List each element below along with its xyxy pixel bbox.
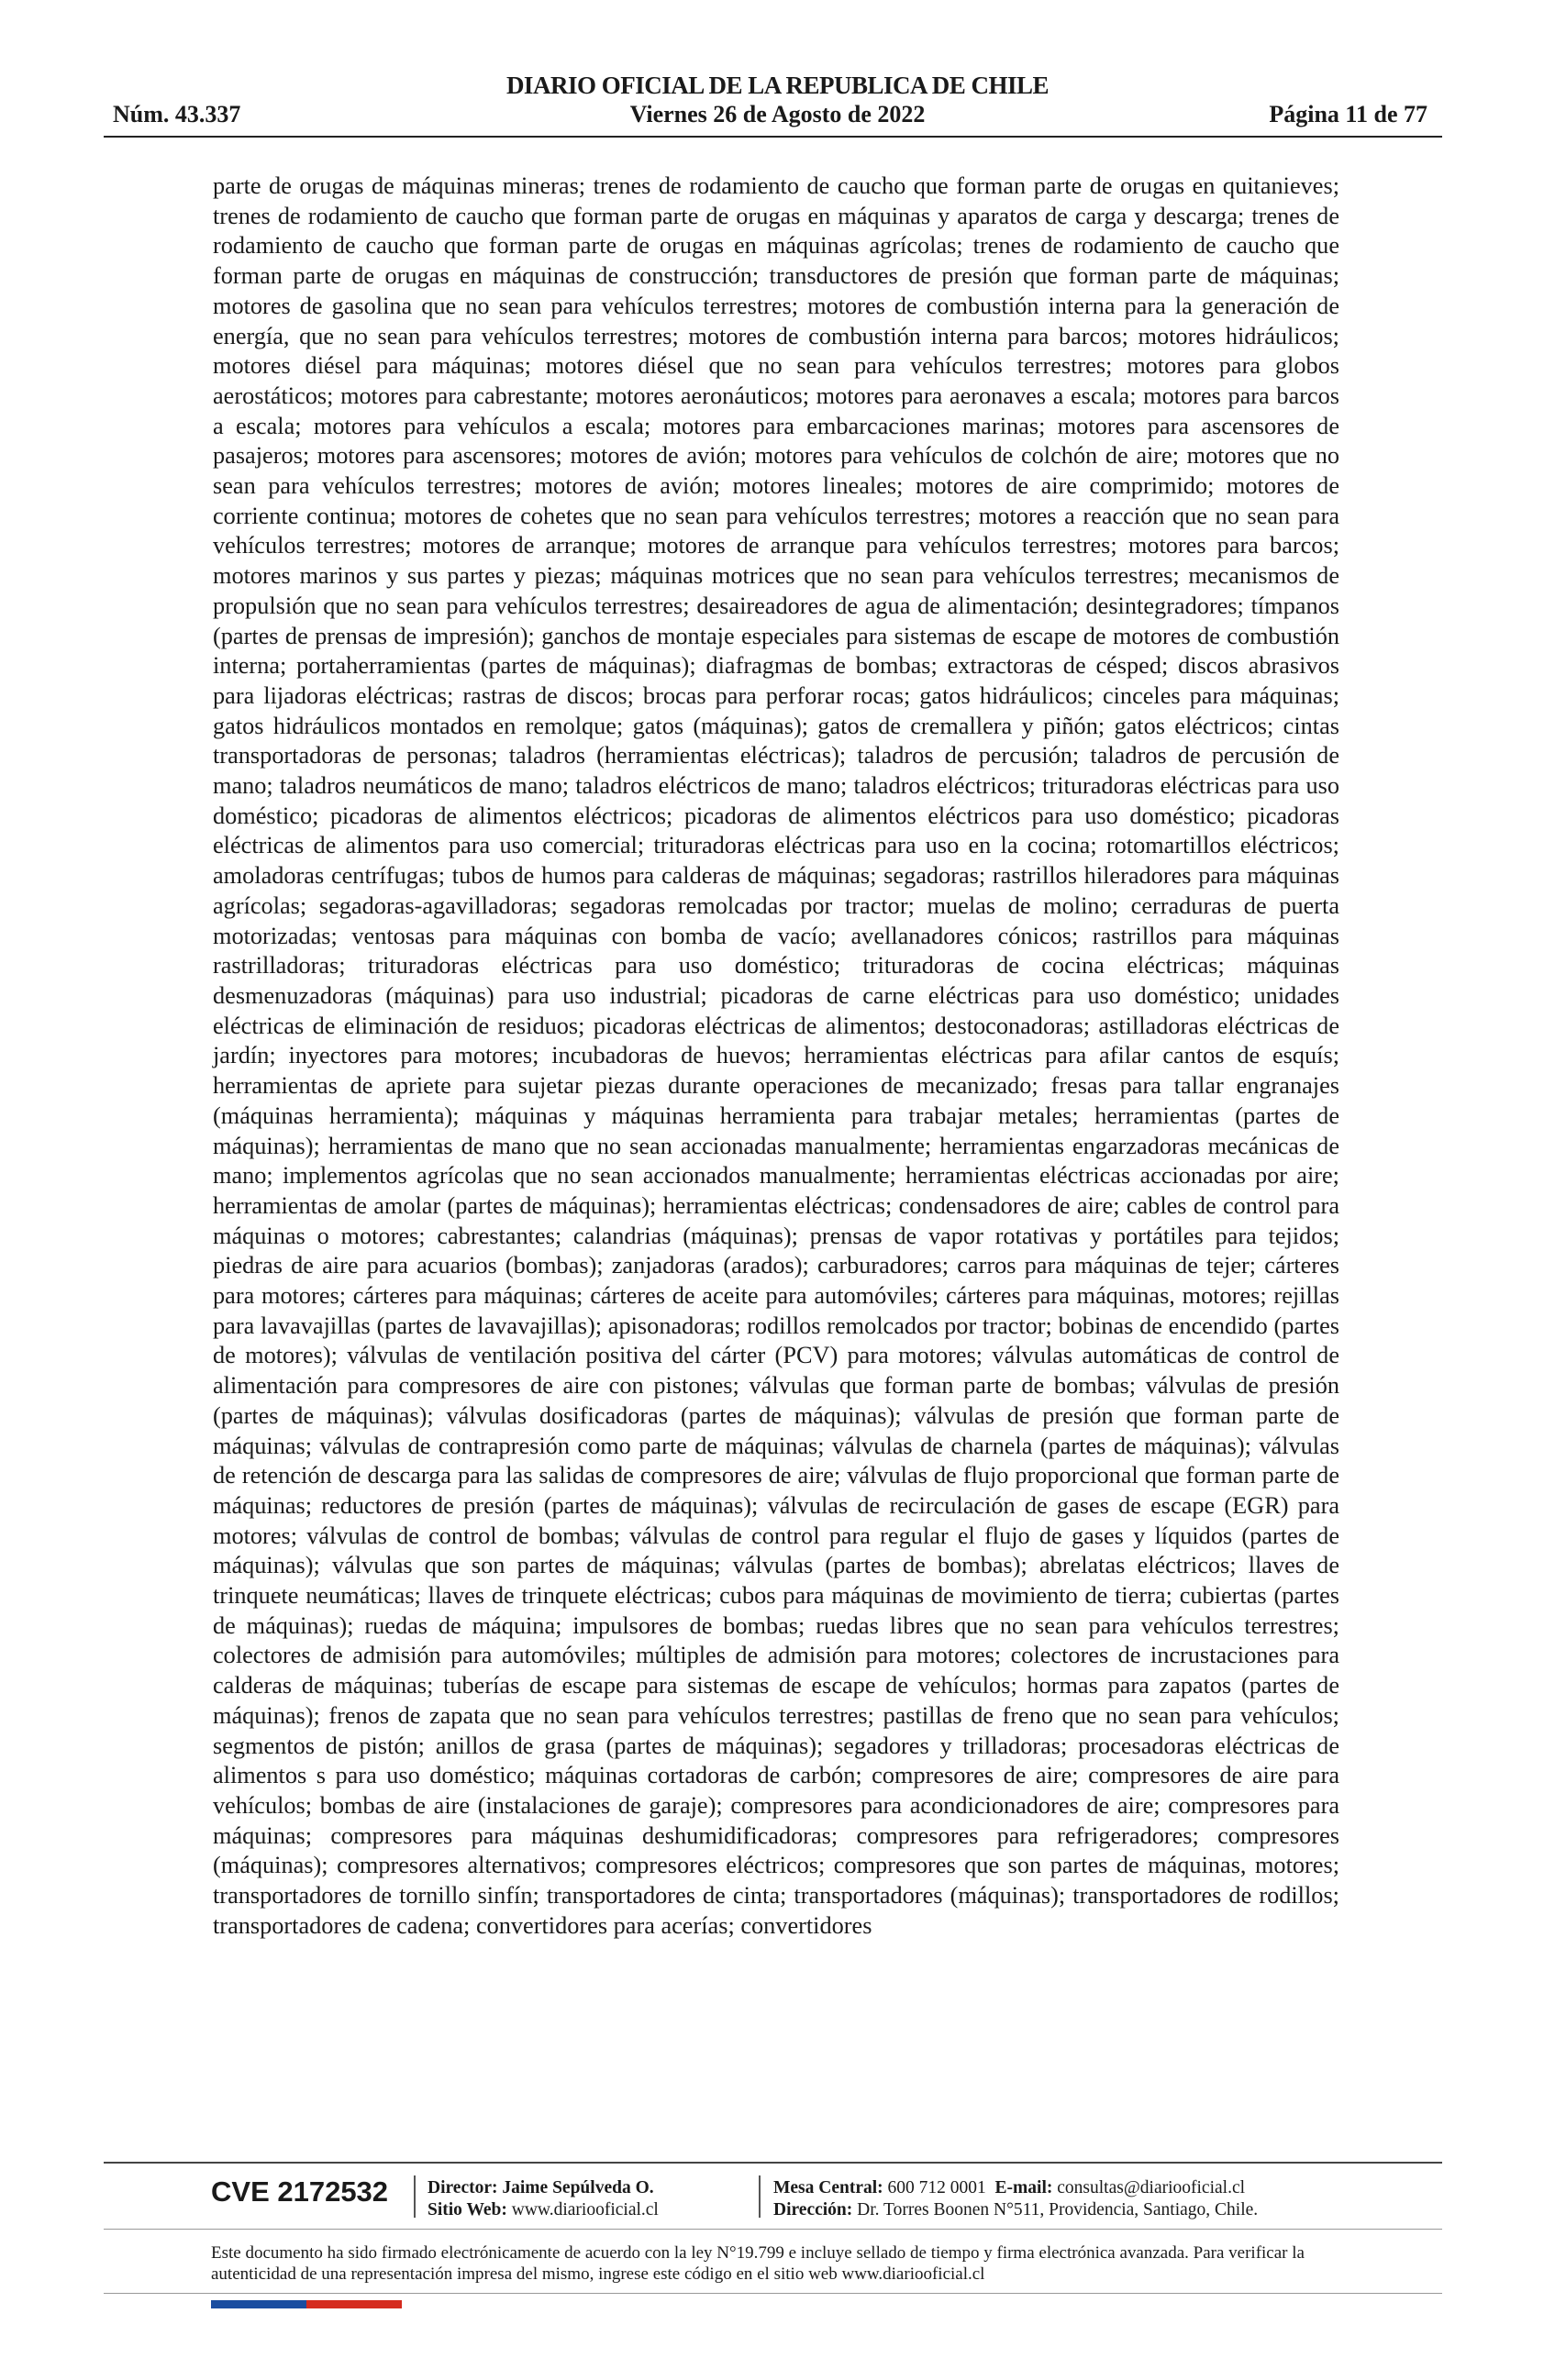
website-label: Sitio Web: xyxy=(428,2200,507,2219)
issue-number: Núm. 43.337 xyxy=(113,101,241,127)
footer-director-block xyxy=(428,2177,659,2221)
address-text: Dr. Torres Boonen N°511, Providencia, Santiago, Chile. xyxy=(857,2200,1259,2219)
footer-divider xyxy=(104,2162,1442,2164)
body-paragraph: parte de orugas de máquinas mineras; trenes de rodamiento de caucho que forman parte de orugas en quitanieves; trenes de rodamiento de caucho que forman parte de orugas en máquinas y aparatos de carga y descarga; trenes de rodamiento de caucho que forman parte de orugas en máquinas agrícolas; trenes de rodamiento de caucho que forman parte de orugas en máquinas de construcción; transductores de presión que forman parte de máquinas; motores de gasolina que no sean para vehículos terrestres; motores de combustión interna para la generación de energía, que no sean para vehículos terrestres; motores de combustión interna para barcos; motores hidráulicos; motores diésel para máquinas; motores diésel que no sean para vehículos terrestres; motores para globos aerostáticos; motores para cabrestante; motores aeronáuticos; motores para aeronaves a escala; motores para barcos a escala; motores para vehículos a escala; motores para embarcaciones marinas; motores para ascensores de pasajeros; motores para ascensores; motores de avión; motores para vehículos de colchón de aire; motores que no sean para vehículos terrestres; motores de avión; motores lineales; motores de aire comprimido; motores de corriente continua; motores de cohetes que no sean para vehículos terrestres; motores a reacción que no sean para vehículos terrestres; motores de arranque; motores de arranque para vehículos terrestres; motores para barcos; motores marinos y sus partes y piezas; máquinas motrices que no sean para vehículos terrestres; mecanismos de propulsión que no sean para vehículos terrestres; desaireadores de agua de alimentación; desintegradores; tímpanos (partes de prensas de impresión); ganchos de montaje especiales para sistemas de escape de motores de combustión interna; portaherramientas (partes de máquinas); diafragmas de bombas; extractoras de césped; discos abrasivos para lijadoras eléctricas; rastras de discos; brocas para perforar rocas; gatos hidráulicos; cinceles para máquinas; gatos hidráulicos montados en remolque; gatos (máquinas); gatos de cremallera y piñón; gatos eléctricos; cintas transportadoras de personas; taladros (herramientas eléctricas); taladros de percusión; taladros de percusión de mano; taladros neumáticos de mano; taladros eléctricos de mano; taladros eléctricos; trituradoras eléctricas para uso doméstico; picadoras de alimentos eléctricos; picadoras de alimentos eléctricos para uso doméstico; picadoras eléctricas de alimentos para uso comercial; trituradoras eléctricas para uso en la cocina; rotomartillos eléctricos; amoladoras centrífugas; tubos de humos para calderas de máquinas; segadoras; rastrillos hileradores para máquinas agrícolas; segadoras-agavilladoras; segadoras remolcadas por tractor; muelas de molino; cerraduras de puerta motorizadas; ventosas para máquinas con bomba de vacío; avellanadores cónicos; rastrillos para máquinas rastrilladoras; trituradoras eléctricas para uso doméstico; trituradoras de cocina eléctricas; máquinas desmenuzadoras (máquinas) para uso industrial; picadoras de carne eléctricas para uso doméstico; unidades eléctricas de eliminación de residuos; picadoras eléctricas de alimentos; destoconadoras; astilladoras eléctricas de jardín; inyectores para motores; incubadoras de huevos; herramientas eléctricas para afilar cantos de esquís; herramientas de apriete para sujetar piezas durante operaciones de mecanizado; fresas para tallar engranajes (máquinas herramienta); máquinas y máquinas herramienta para trabajar metales; herramientas (partes de máquinas); herramientas de mano que no sean accionadas manualmente; herramientas engarzadoras mecánicas de mano; implementos agrícolas que no sean accionados manualmente; herramientas eléctricas accionadas por aire; herramientas de amolar (partes de máquinas); herramientas eléctricas; condensadores de aire; cables de control para máquinas o motores; cabrestantes; calandrias (máquinas); prensas de vapor rotativas y portátiles para tejidos; piedras de aire para acuarios (bombas); zanjadoras (arados); carburadores; carros para máquinas de tejer; cárteres para motores; cárteres para máquinas; cárteres de aceite para automóviles; cárteres para máquinas, motores; rejillas para lavavajillas (partes de lavavajillas); apisonadoras; rodillos remolcados por tractor; bobinas de encendido (partes de motores); válvulas de ventilación positiva del cárter (PCV) para motores; válvulas automáticas de control de alimentación para compresores de aire con pistones; válvulas que forman parte de bombas; válvulas de presión (partes de máquinas); válvulas dosificadoras (partes de máquinas); válvulas de presión que forman parte de máquinas; válvulas de contrapresión como parte de máquinas; válvulas de charnela (partes de máquinas); válvulas de retención de descarga para las salidas de compresores de aire; válvulas de flujo proporcional que forman parte de máquinas; reductores de presión (partes de máquinas); válvulas de recirculación de gases de escape (EGR) para motores; válvulas de control de bombas; válvulas de control para regular el flujo de gases y líquidos (partes de máquinas); válvulas que son partes de máquinas; válvulas (partes de bombas); abrelatas eléctricos; llaves de trinquete neumáticas; llaves de trinquete eléctricas; cubos para máquinas de movimiento de tierra; cubiertas (partes de máquinas); ruedas de máquina; impulsores de bombas; ruedas libres que no sean para vehículos terrestres; colectores de admisión para automóviles; múltiples de admisión para motores; colectores de incrustaciones para calderas de máquinas; tuberías de escape para sistemas de escape de vehículos; hormas para zapatos (partes de máquinas); frenos de zapata que no sean para vehículos terrestres; pastillas de freno que no sean para vehículos; segmentos de pistón; anillos de grasa (partes de máquinas); segadores y trilladoras; procesadoras eléctricas de alimentos s para uso doméstico; máquinas cortadoras de carbón; compresores de aire; compresores de aire para vehículos; bombas de aire (instalaciones de garaje); compresores para acondicionadores de aire; compresores para máquinas; compresores para máquinas deshumidificadoras; compresores para refrigeradores; compresores (máquinas); compresores alternativos; compresores eléctricos; compresores que son partes de máquinas, motores; transportadores de tornillo sinfín; transportadores de cinta; transportadores (máquinas); transportadores de rodillos; transportadores de cadena; convertidores para acerías; convertidores xyxy=(213,172,1339,1939)
footer-divider-2 xyxy=(104,2229,1442,2230)
phone-number: 600 712 0001 xyxy=(887,2178,986,2197)
phone-label: Mesa Central: xyxy=(773,2178,883,2197)
email-label: E-mail: xyxy=(994,2178,1053,2197)
footer-separator xyxy=(759,2175,761,2218)
footer-divider-3 xyxy=(104,2293,1442,2294)
page-header xyxy=(0,0,1555,138)
publication-title: DIARIO OFICIAL DE LA REPUBLICA DE CHILE xyxy=(505,72,1050,99)
flag-stripe xyxy=(211,2300,402,2308)
cve-code: CVE 2172532 xyxy=(211,2175,389,2208)
website-link[interactable]: www.diariooficial.cl xyxy=(511,2200,659,2219)
director-name: Jaime Sepúlveda O. xyxy=(502,2178,654,2197)
footer-contact-block xyxy=(773,2177,1258,2221)
flag-red-segment xyxy=(306,2300,402,2308)
footer-separator xyxy=(414,2175,416,2218)
director-label: Director: xyxy=(428,2178,498,2197)
address-label: Dirección: xyxy=(773,2200,853,2219)
legal-notice: Este documento ha sido firmado electrónicamente de acuerdo con la ley N°19.799 e incluye sellado de tiempo y firma electrónica avanzada. Para verificar la autenticidad de una representación impresa del mismo, ingrese este código en el sitio web www.diariooficial.cl xyxy=(211,2243,1305,2284)
header-divider xyxy=(104,136,1442,138)
flag-blue-segment xyxy=(211,2300,306,2308)
page-number: Página 11 de 77 xyxy=(1269,101,1427,127)
issue-date: Viernes 26 de Agosto de 2022 xyxy=(629,101,926,127)
email-link[interactable]: consultas@diariooficial.cl xyxy=(1057,2178,1246,2197)
